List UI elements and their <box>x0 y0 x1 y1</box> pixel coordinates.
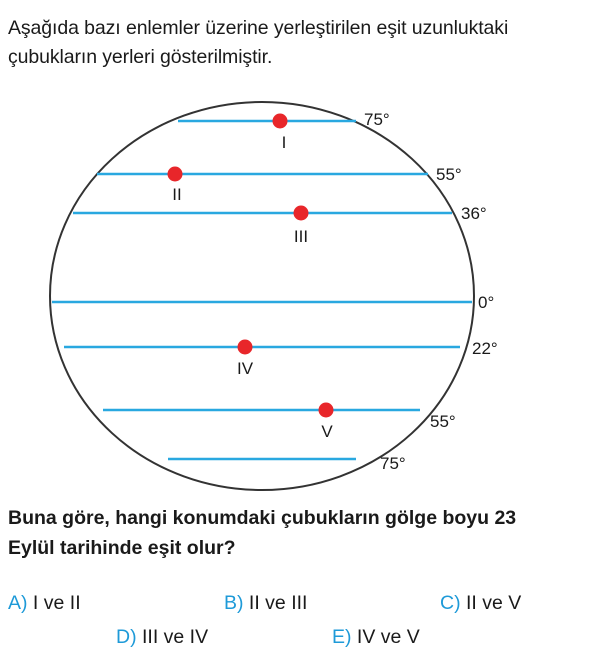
rod-marker-I <box>273 114 288 129</box>
option-e-text: IV ve V <box>356 626 420 648</box>
question-text <box>8 503 602 563</box>
latitude-label-55s: 55° <box>430 412 456 431</box>
latitude-label-55n: 55° <box>436 165 462 184</box>
globe-outline <box>50 102 474 490</box>
rod-label-III: III <box>293 227 309 246</box>
rod-label-I: I <box>281 133 287 152</box>
question-line-2: Eylül tarihinde eşit olur? <box>8 537 236 559</box>
option-a-text: I ve II <box>32 592 81 614</box>
option-e[interactable] <box>332 626 420 649</box>
rod-marker-IV <box>238 340 253 355</box>
option-e-letter: E) <box>332 626 352 648</box>
latitude-label-75s: 75° <box>380 454 406 473</box>
intro-line-2: çubukların yerleri gösterilmiştir. <box>8 46 273 68</box>
rod-label-V: V <box>321 422 333 441</box>
option-a[interactable] <box>8 592 81 615</box>
option-b[interactable] <box>224 592 307 615</box>
rod-marker-V <box>319 403 334 418</box>
latitude-label-0: 0° <box>478 293 495 312</box>
question-line-1: Buna göre, hangi konumdaki çubukların gölge boyu 23 <box>8 507 517 529</box>
latitude-label-75n: 75° <box>364 110 390 129</box>
rod-label-IV: IV <box>236 359 254 378</box>
option-b-letter: B) <box>224 592 244 614</box>
option-c[interactable] <box>440 592 521 615</box>
rod-marker-II <box>168 167 183 182</box>
option-d-text: III ve IV <box>142 626 209 648</box>
option-d-letter: D) <box>116 626 137 648</box>
option-c-text: II ve V <box>466 592 522 614</box>
option-c-letter: C) <box>440 592 461 614</box>
option-b-text: II ve III <box>248 592 308 614</box>
rod-marker-III <box>294 206 309 221</box>
intro-line-1: Aşağıda bazı enlemler üzerine yerleştirilen eşit uzunluktaki <box>8 17 509 39</box>
option-d[interactable] <box>116 626 208 649</box>
rod-label-II: II <box>172 185 182 204</box>
option-a-letter: A) <box>8 592 28 614</box>
latitude-label-36n: 36° <box>461 204 487 223</box>
latitude-label-22s: 22° <box>472 339 498 358</box>
